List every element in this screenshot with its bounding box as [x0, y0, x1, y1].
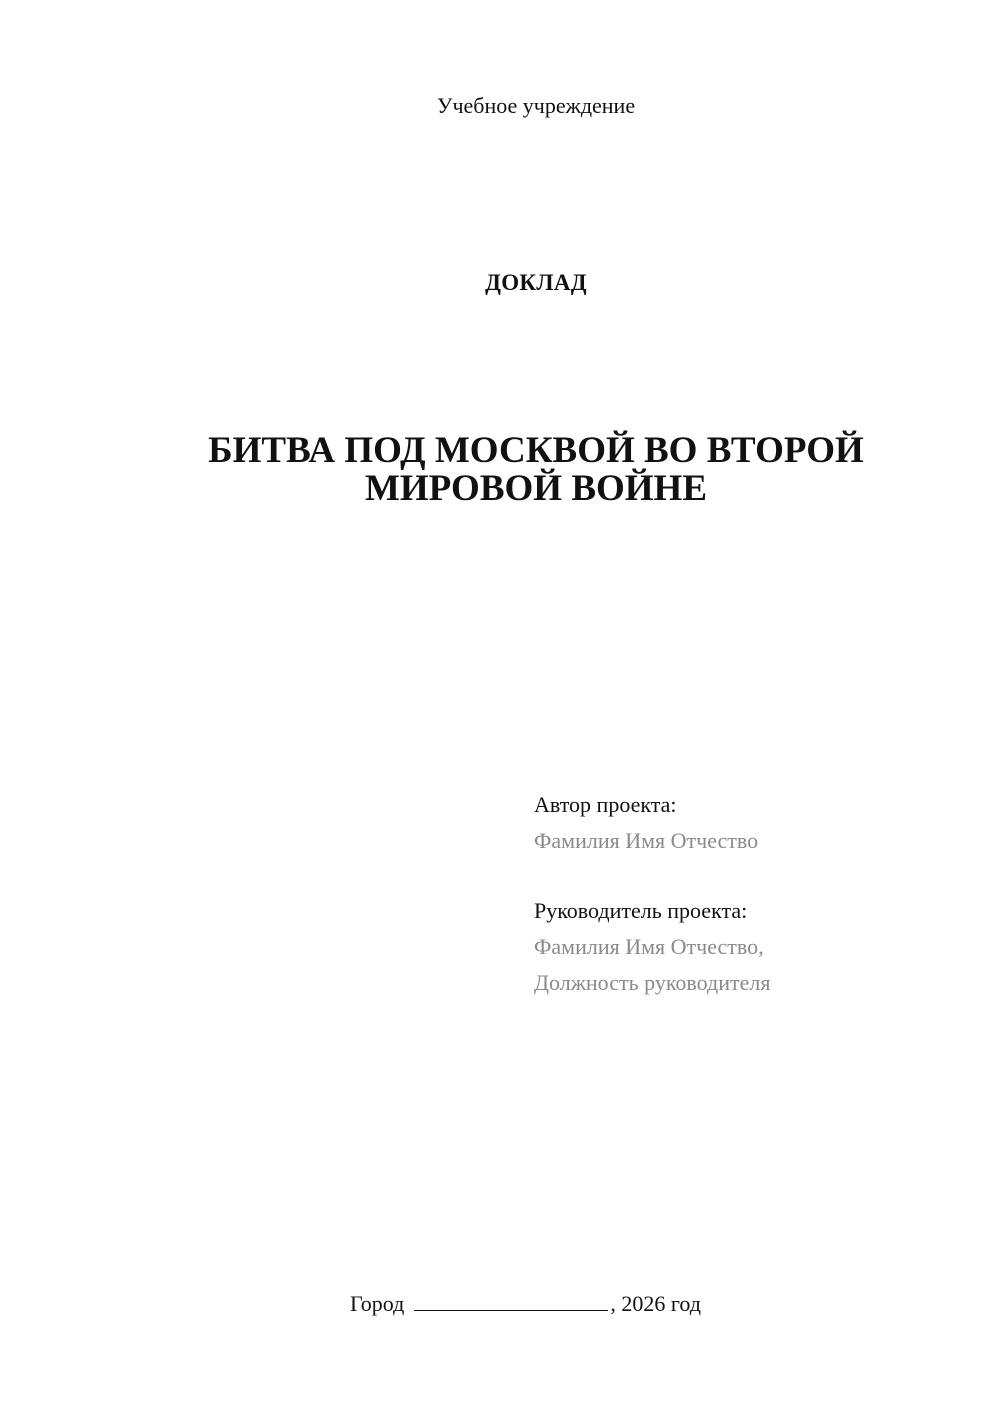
credits-block	[534, 787, 770, 1001]
author-label: Автор проекта:	[534, 792, 677, 817]
institution-name: Учебное учреждение	[436, 93, 636, 118]
report-title-line-2: МИРОВОЙ ВОЙНЕ	[364, 468, 708, 509]
city-label: Город	[350, 1291, 405, 1316]
supervisor-label: Руководитель проекта:	[534, 898, 748, 923]
city-blank-line	[414, 1290, 608, 1311]
credits-spacer	[534, 859, 770, 893]
supervisor-position-placeholder: Должность руководителя	[534, 970, 771, 995]
report-title-line-1: БИТВА ПОД МОСКВОЙ ВО ВТОРОЙ	[208, 430, 864, 471]
author-name-placeholder: Фамилия Имя Отчество	[534, 828, 759, 853]
supervisor-name-placeholder: Фамилия Имя Отчество,	[534, 934, 764, 959]
city-year-line	[350, 1288, 701, 1320]
document-type: ДОКЛАД	[485, 270, 587, 295]
year-text: , 2026 год	[610, 1291, 701, 1316]
report-title	[0, 432, 1000, 508]
